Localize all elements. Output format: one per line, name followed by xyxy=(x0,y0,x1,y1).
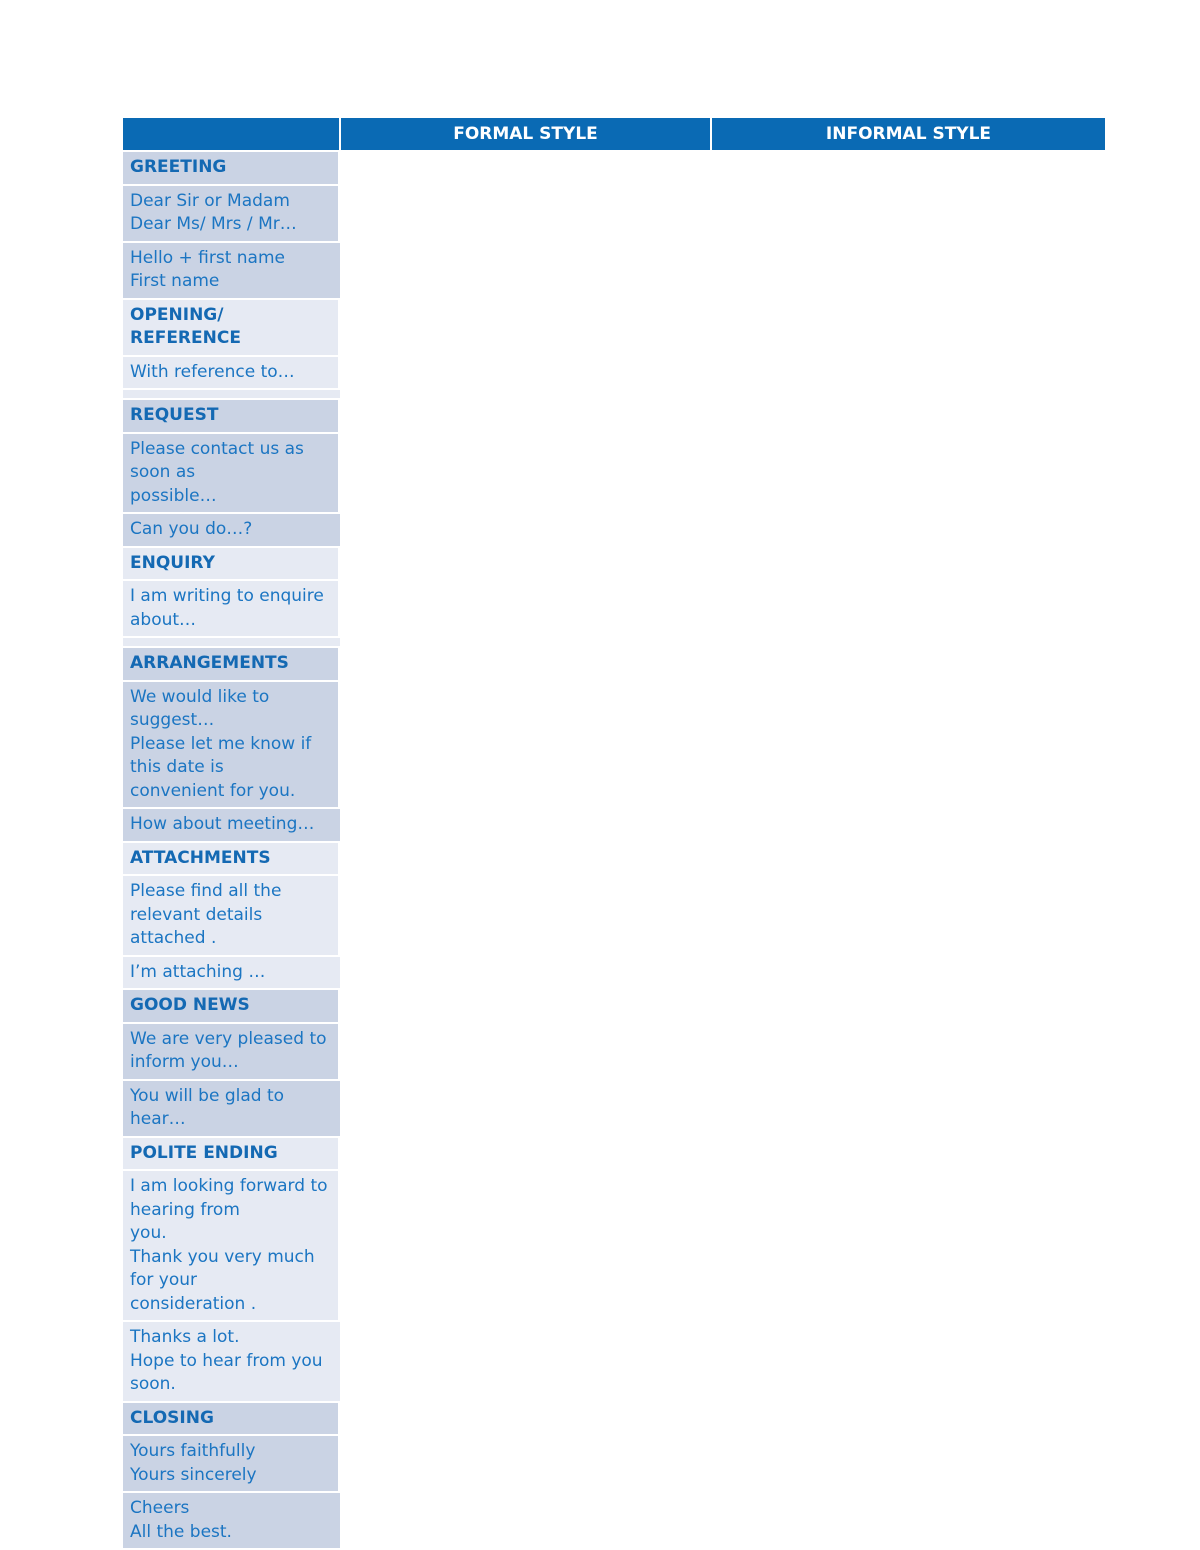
informal-cell: You will be glad to hear… xyxy=(123,1081,340,1138)
formal-cell: With reference to… xyxy=(123,357,340,391)
formal-cell: Please find all the relevant details attached . xyxy=(123,876,340,957)
table-header-row xyxy=(123,118,1105,151)
formal-cell: I am looking forward to hearing from you. Thank you very much for your consideration . xyxy=(123,1171,340,1322)
row-label: CLOSING xyxy=(123,1403,340,1437)
formal-cell: Dear Sir or Madam Dear Ms/ Mrs / Mr… xyxy=(123,186,340,243)
row-label: OPENING/ REFERENCE xyxy=(123,300,340,357)
formal-cell: I am writing to enquire about… xyxy=(123,581,340,638)
informal-cell: I’m attaching … xyxy=(123,957,340,991)
formal-cell: We are very pleased to inform you… xyxy=(123,1024,340,1081)
row-label: ATTACHMENTS xyxy=(123,843,340,877)
informal-cell: Can you do…? xyxy=(123,514,340,548)
informal-cell: Hello + first name First name xyxy=(123,243,340,300)
table-row xyxy=(123,990,1105,1138)
table-row xyxy=(123,151,1105,300)
row-label: ARRANGEMENTS xyxy=(123,648,340,682)
table-row xyxy=(123,400,1105,548)
row-label: GOOD NEWS xyxy=(123,990,340,1024)
row-label: GREETING xyxy=(123,152,340,186)
informal-cell: Cheers All the best. xyxy=(123,1493,340,1550)
informal-cell xyxy=(123,390,340,400)
formal-cell: We would like to suggest… Please let me know if this date is convenient for you. xyxy=(123,682,340,810)
formal-cell: Yours faithfully Yours sincerely xyxy=(123,1436,340,1493)
header-informal-style: INFORMAL STYLE xyxy=(711,118,1105,151)
table-row xyxy=(123,1403,1105,1550)
table-row xyxy=(123,300,1105,401)
header-blank-cell xyxy=(123,118,340,151)
header-formal-style: FORMAL STYLE xyxy=(340,118,711,151)
informal-cell: How about meeting… xyxy=(123,809,340,843)
row-label: ENQUIRY xyxy=(123,548,340,582)
row-label: REQUEST xyxy=(123,400,340,434)
row-label: POLITE ENDING xyxy=(123,1138,340,1172)
letter-style-table xyxy=(123,118,1105,1550)
table-row xyxy=(123,1138,1105,1403)
informal-cell: Thanks a lot. Hope to hear from you soon. xyxy=(123,1322,340,1403)
table-row xyxy=(123,843,1105,991)
formal-cell: Please contact us as soon as possible… xyxy=(123,434,340,515)
table-row xyxy=(123,548,1105,649)
table-row xyxy=(123,648,1105,843)
informal-cell xyxy=(123,638,340,648)
